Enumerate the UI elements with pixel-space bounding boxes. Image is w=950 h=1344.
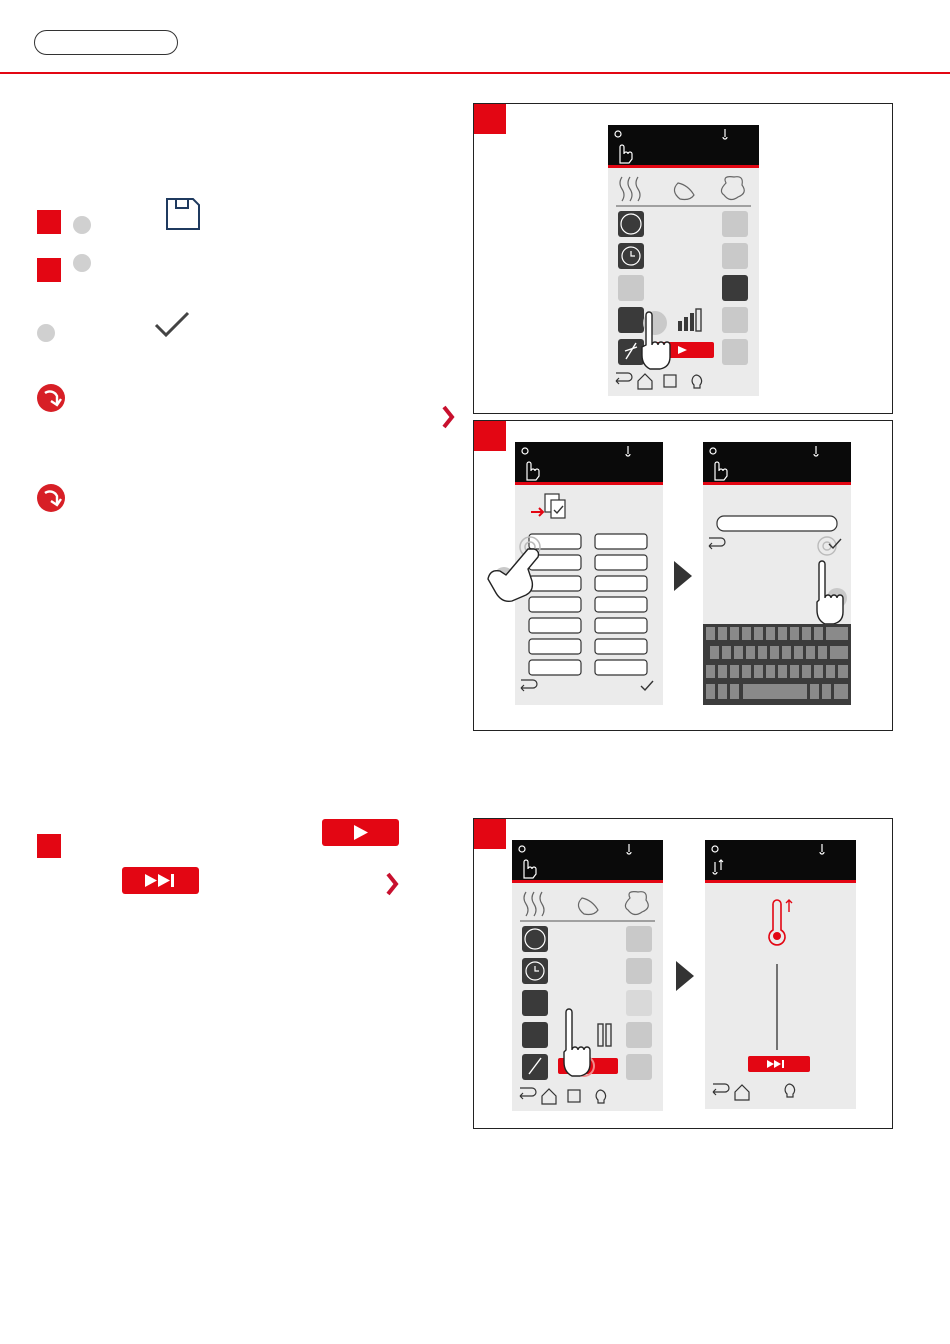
device-screen-name-keyboard bbox=[703, 442, 851, 705]
hand-pointer-icon bbox=[480, 531, 542, 612]
step-dot-1 bbox=[73, 216, 91, 234]
device-screen-start bbox=[512, 840, 663, 1111]
step-dot-2 bbox=[73, 254, 91, 272]
chevron-right-icon bbox=[384, 871, 400, 902]
hand-pointer-icon bbox=[560, 1002, 600, 1085]
arrow-right-icon bbox=[674, 561, 692, 596]
start-button-illustration bbox=[322, 819, 399, 846]
panel-step-4 bbox=[473, 818, 893, 1129]
step-marker-2 bbox=[37, 258, 61, 282]
panel-tag bbox=[474, 104, 506, 134]
step-marker-1 bbox=[37, 210, 61, 234]
panel-tag bbox=[474, 819, 506, 849]
bottom-nav bbox=[512, 1084, 663, 1108]
header-rule bbox=[0, 72, 950, 74]
chevron-right-icon bbox=[440, 404, 456, 435]
device-screen-preheat bbox=[705, 840, 856, 1109]
skip-forward-button-illustration bbox=[122, 867, 199, 894]
bottom-nav bbox=[608, 369, 759, 393]
arrow-right-icon bbox=[676, 961, 694, 996]
screen-header bbox=[705, 840, 856, 883]
screen-header bbox=[608, 125, 759, 168]
step-marker-4 bbox=[37, 834, 61, 858]
step-dot-3 bbox=[37, 324, 55, 342]
tip-arrow-icon bbox=[37, 384, 65, 412]
device-screen bbox=[608, 125, 759, 396]
panel-step-2 bbox=[473, 420, 893, 731]
screen-header bbox=[703, 442, 851, 485]
on-screen-keyboard bbox=[703, 624, 851, 705]
tip-arrow-icon bbox=[37, 484, 65, 512]
screen-header bbox=[512, 840, 663, 883]
panel-step-1 bbox=[473, 103, 893, 414]
save-icon bbox=[164, 195, 202, 238]
screen-header bbox=[515, 442, 663, 485]
section-pill bbox=[34, 30, 178, 55]
control-grid bbox=[608, 207, 759, 367]
checkmark-icon bbox=[152, 308, 192, 345]
preheat-content bbox=[705, 884, 856, 1109]
panel-tag bbox=[474, 421, 506, 451]
